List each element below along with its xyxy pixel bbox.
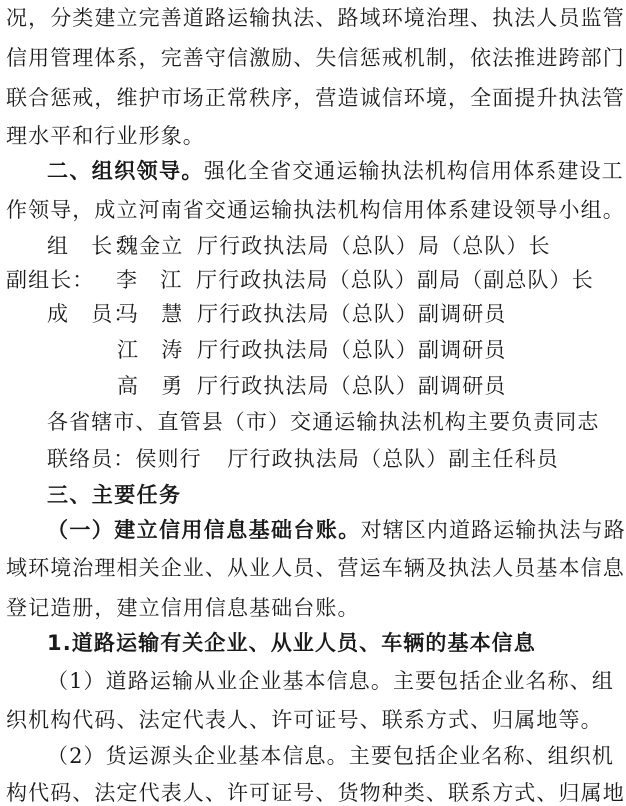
member-row — [47, 374, 506, 398]
member-name: 江 涛 — [117, 338, 184, 362]
section-2-heading: 二、组织领导。 — [47, 159, 204, 183]
member-role: 组 长： — [47, 234, 136, 258]
paragraph-line: 理水平和行业形象。 — [6, 124, 205, 148]
member-post: 厅行政执法局（总队）副局（副总队）长 — [196, 268, 594, 292]
item-1-heading: （一）建立信用信息基础台账。 — [47, 518, 361, 542]
section-2-line — [47, 159, 624, 183]
member-row — [6, 268, 594, 292]
member-row — [47, 302, 506, 326]
liaison-role: 联络员： — [47, 447, 136, 471]
item-1-text: 对辖区内道路运输执法与路 — [360, 518, 626, 542]
paragraph-line: 构代码、法定代表人、许可证号、货物种类、联系方式、归属地 — [6, 781, 625, 805]
section-2-text: 强化全省交通运输执法机构信用体系建设工 — [203, 159, 624, 183]
paragraph-line: （2）货运源头企业基本信息。主要包括企业名称、组织机 — [47, 744, 614, 768]
liaison-name: 侯则行 — [135, 447, 202, 471]
paragraph-line: 登记造册，建立信用信息基础台账。 — [6, 596, 360, 620]
item-1-line — [47, 518, 626, 542]
member-name: 李 江 — [116, 268, 183, 292]
member-post: 厅行政执法局（总队）副调研员 — [197, 302, 507, 326]
member-row — [47, 234, 551, 258]
liaison-row — [47, 447, 559, 471]
member-row — [47, 338, 506, 362]
member-post: 厅行政执法局（总队）副调研员 — [197, 338, 507, 362]
paragraph-line: 域环境治理相关企业、从业人员、营运车辆及执法人员基本信息 — [6, 556, 625, 580]
member-post: 厅行政执法局（总队）副调研员 — [197, 374, 507, 398]
paragraph-line: 况，分类建立完善道路运输执法、路域环境治理、执法人员监管 — [6, 6, 625, 30]
paragraph-line: 织机构代码、法定代表人、许可证号、联系方式、归属地等。 — [6, 708, 603, 732]
liaison-post: 厅行政执法局（总队）副主任科员 — [227, 447, 559, 471]
paragraph-line: （1）道路运输从业企业基本信息。主要包括企业名称、组 — [47, 669, 614, 693]
member-role: 副组长： — [6, 268, 95, 292]
member-role: 成 员： — [47, 302, 136, 326]
member-name: 马 慧 — [117, 302, 184, 326]
member-post: 厅行政执法局（总队）局（总队）长 — [197, 234, 551, 258]
paragraph-line: 作领导，成立河南省交通运输执法机构信用体系建设领导小组。 — [6, 198, 625, 222]
member-name: 魏金立 — [117, 234, 184, 258]
paragraph-line: 联合惩戒，维护市场正常秩序，营造诚信环境，全面提升执法管 — [6, 86, 625, 110]
section-3-heading: 三、主要任务 — [47, 483, 182, 507]
member-name: 高 勇 — [117, 374, 184, 398]
member-extra: 各省辖市、直管县（市）交通运输执法机构主要负责同志 — [47, 410, 600, 434]
paragraph-line: 信用管理体系，完善守信激励、失信惩戒机制，依法推进跨部门 — [6, 46, 625, 70]
sub-heading-1: 1.道路运输有关企业、从业人员、车辆的基本信息 — [47, 631, 536, 655]
